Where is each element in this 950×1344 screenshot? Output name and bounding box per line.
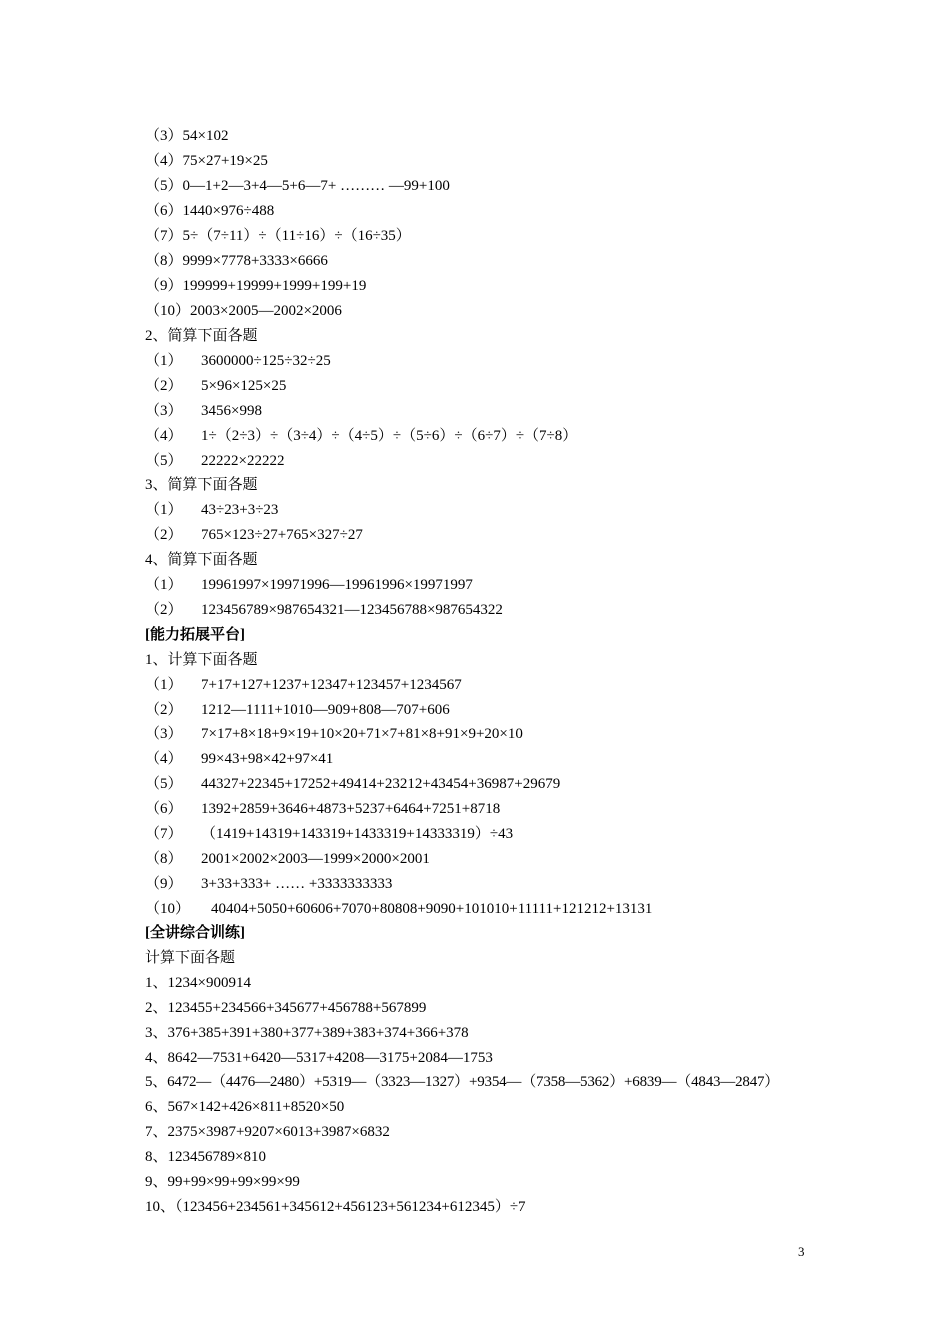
item-expression: 1234×900914 (167, 975, 251, 991)
section-title: 计算下面各题 (145, 950, 236, 966)
exercise-line (145, 424, 577, 449)
item-expression: 44327+22345+17252+49414+23212+43454+36987+29679 (201, 776, 561, 792)
item-label: （5） (145, 178, 183, 194)
item-label: （1） (145, 502, 183, 518)
item-label: 6、 (145, 1099, 168, 1115)
item-label: （8） (145, 253, 183, 269)
item-expression: 1440×976÷488 (182, 203, 275, 219)
item-expression: 123456789×810 (167, 1149, 266, 1165)
item-label: 1、 (145, 975, 168, 991)
section-title: 2、简算下面各题 (145, 328, 258, 344)
exercise-line (145, 1195, 526, 1220)
exercise-line (145, 349, 331, 374)
item-label: （1） (145, 577, 183, 593)
item-label: （5） (145, 453, 183, 469)
section-heading: [能力拓展平台] (145, 627, 245, 643)
item-label: （10） (145, 303, 191, 319)
item-label: （2） (145, 378, 183, 394)
item-label: （7） (145, 228, 183, 244)
exercise-line (145, 274, 366, 299)
exercise-line (145, 747, 333, 772)
item-expression: 7×17+8×18+9×19+10×20+71×7+81×8+91×9+20×10 (201, 726, 523, 742)
item-label: （9） (145, 278, 183, 294)
exercise-line (145, 1046, 493, 1071)
exercise-line (145, 971, 251, 996)
item-label: （2） (145, 602, 183, 618)
item-expression: 123456789×987654321—123456788×987654322 (201, 602, 503, 618)
item-label: 4、 (145, 1050, 168, 1066)
exercise-line (145, 224, 411, 249)
item-label: 2、 (145, 1000, 168, 1016)
item-label: （4） (145, 428, 183, 444)
item-label: 10、 (145, 1199, 176, 1215)
exercise-line (145, 124, 228, 149)
item-expression: 1392+2859+3646+4873+5237+6464+7251+8718 (201, 801, 501, 817)
item-label: （6） (145, 801, 183, 817)
exercise-line (145, 698, 450, 723)
item-label: （2） (145, 702, 183, 718)
exercise-line (145, 847, 430, 872)
item-expression: 2375×3987+9207×6013+3987×6832 (167, 1124, 390, 1140)
exercise-line (145, 897, 652, 922)
item-expression: 9999×7778+3333×6666 (182, 253, 328, 269)
item-label: （4） (145, 751, 183, 767)
exercise-line (145, 1070, 779, 1095)
exercise-line (145, 573, 473, 598)
item-label: 3、 (145, 1025, 168, 1041)
item-expression: （123456+234561+345612+456123+561234+612345）÷7 (175, 1199, 526, 1215)
item-label: （2） (145, 527, 183, 543)
exercise-line (145, 149, 268, 174)
exercise-line (145, 449, 284, 474)
item-label: 8、 (145, 1149, 168, 1165)
item-label: （3） (145, 726, 183, 742)
item-expression: 3456×998 (201, 403, 262, 419)
item-expression: 199999+19999+1999+199+19 (182, 278, 367, 294)
exercise-line (145, 598, 503, 623)
exercise-line (145, 249, 328, 274)
section-title: 3、简算下面各题 (145, 477, 258, 493)
item-label: （7） (145, 826, 183, 842)
item-label: （5） (145, 776, 183, 792)
item-expression: 6472—（4476—2480）+5319—（3323—1327）+9354—（7358—5362）+6839—（4843—2847） (167, 1074, 780, 1090)
exercise-line (145, 1095, 344, 1120)
item-label: 7、 (145, 1124, 168, 1140)
item-expression: 3+33+333+ …… +3333333333 (201, 876, 393, 892)
exercise-line (145, 1120, 390, 1145)
item-expression: 765×123÷27+765×327÷27 (201, 527, 363, 543)
item-expression: 567×142+426×811+8520×50 (167, 1099, 345, 1115)
section-title: 1、计算下面各题 (145, 652, 258, 668)
exercise-line (145, 772, 560, 797)
item-expression: 2001×2002×2003—1999×2000×2001 (201, 851, 430, 867)
exercise-line (145, 996, 426, 1021)
exercise-line (145, 872, 392, 897)
item-expression: 3600000÷125÷32÷25 (201, 353, 331, 369)
exercise-line (145, 1145, 266, 1170)
item-expression: （1419+14319+143319+1433319+14333319）÷43 (201, 826, 514, 842)
exercise-line (145, 822, 513, 847)
item-expression: 8642—7531+6420—5317+4208—3175+2084—1753 (167, 1050, 493, 1066)
item-expression: 99+99×99+99×99×99 (167, 1174, 300, 1190)
item-expression: 54×102 (182, 128, 229, 144)
item-expression: 99×43+98×42+97×41 (201, 751, 334, 767)
item-expression: 40404+5050+60606+7070+80808+9090+101010+11111+121212+13131 (211, 901, 653, 917)
item-expression: 123455+234566+345677+456788+567899 (167, 1000, 427, 1016)
section-title: 4、简算下面各题 (145, 552, 258, 568)
section-heading: [全讲综合训练] (145, 925, 245, 941)
item-expression: 0—1+2—3+4—5+6—7+ ……… —99+100 (182, 178, 450, 194)
exercise-line (145, 523, 363, 548)
item-expression: 2003×2005—2002×2006 (190, 303, 342, 319)
exercise-line (145, 399, 262, 424)
item-expression: 1212—1111+1010—909+808—707+606 (201, 702, 450, 718)
exercise-line (145, 722, 523, 747)
item-expression: 22222×22222 (201, 453, 285, 469)
item-label: （8） (145, 851, 183, 867)
exercise-line (145, 199, 274, 224)
item-expression: 19961997×19971996—19961996×19971997 (201, 577, 473, 593)
item-expression: 7+17+127+1237+12347+123457+1234567 (201, 677, 462, 693)
exercise-line (145, 673, 462, 698)
item-label: （10） (145, 901, 191, 917)
item-label: （3） (145, 403, 183, 419)
exercise-line (145, 299, 342, 324)
item-expression: 1÷（2÷3）÷（3÷4）÷（4÷5）÷（5÷6）÷（6÷7）÷（7÷8） (201, 428, 578, 444)
exercise-line (145, 374, 286, 399)
item-label: （4） (145, 153, 183, 169)
item-label: （1） (145, 353, 183, 369)
exercise-line (145, 174, 450, 199)
item-label: 9、 (145, 1174, 168, 1190)
item-label: （1） (145, 677, 183, 693)
item-label: （9） (145, 876, 183, 892)
item-expression: 5÷（7÷11）÷（11÷16）÷（16÷35） (182, 228, 411, 244)
item-label: 5、 (145, 1074, 168, 1090)
exercise-line (145, 1021, 469, 1046)
item-expression: 75×27+19×25 (182, 153, 268, 169)
page-number: 3 (798, 1244, 805, 1259)
item-expression: 5×96×125×25 (201, 378, 287, 394)
item-label: （6） (145, 203, 183, 219)
exercise-line (145, 498, 278, 523)
exercise-line (145, 797, 500, 822)
item-label: （3） (145, 128, 183, 144)
item-expression: 376+385+391+380+377+389+383+374+366+378 (167, 1025, 469, 1041)
exercise-line (145, 1170, 300, 1195)
item-expression: 43÷23+3÷23 (201, 502, 279, 518)
